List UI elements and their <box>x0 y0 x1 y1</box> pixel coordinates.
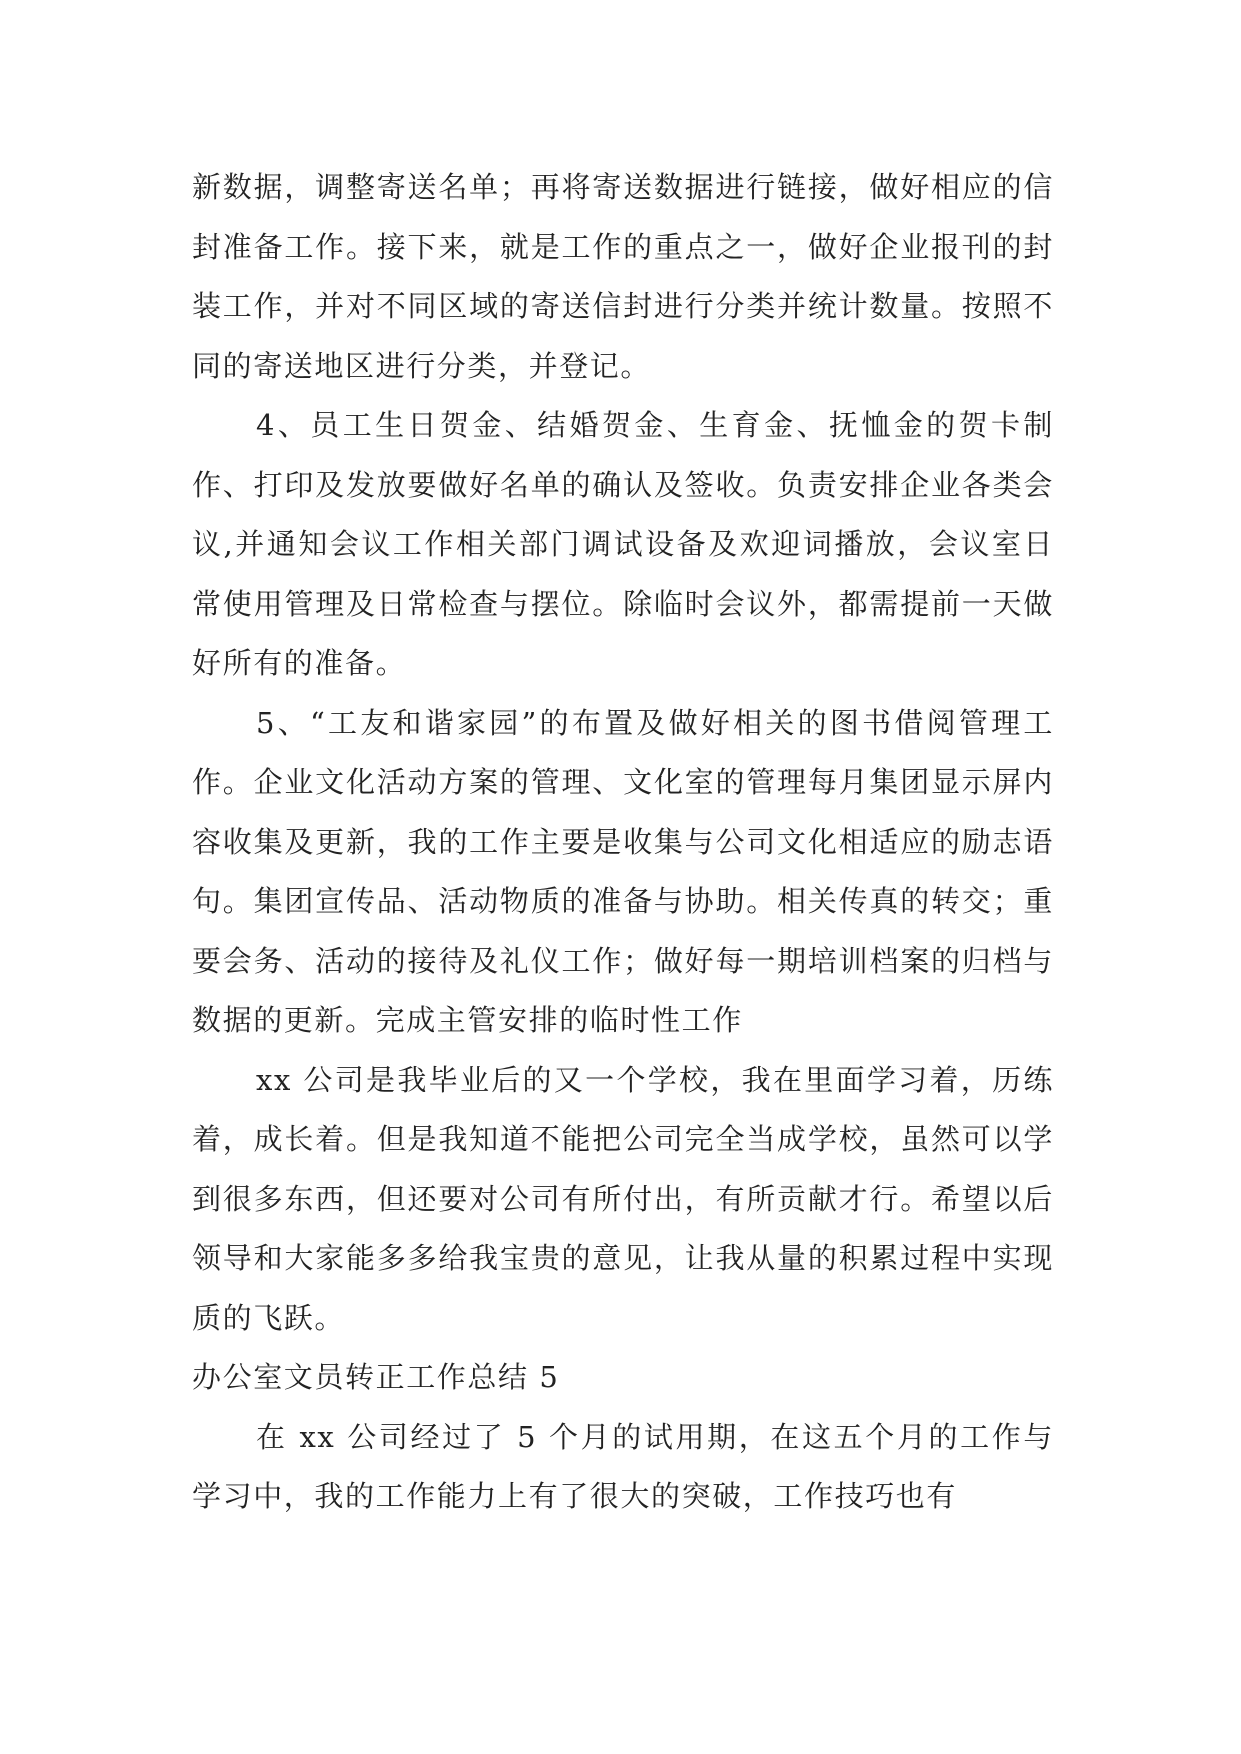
paragraph-continuation: 新数据，调整寄送名单；再将寄送数据进行链接，做好相应的信封准备工作。接下来，就是工作的重点之一，做好企业报刊的封装工作，并对不同区域的寄送信封进行分类并统计数量。按照不同的寄送地区进行分类，并登记。 <box>192 170 1054 383</box>
paragraph-item-5: 5、“工友和谐家园”的布置及做好相关的图书借阅管理工作。企业文化活动方案的管理、文化室的管理每月集团显示屏内容收集及更新，我的工作主要是收集与公司文化相适应的励志语句。集团宣传品、活动物质的准备与协助。相关传真的转交；重要会务、活动的接待及礼仪工作；做好每一期培训档案的归档与数据的更新。完成主管安排的临时性工作 <box>192 705 1054 1037</box>
paragraph-section-intro: 在 xx 公司经过了 5 个月的试用期，在这五个月的工作与学习中，我的工作能力上有了很大的突破，工作技巧也有 <box>192 1419 1054 1513</box>
paragraph-item-4: 4、员工生日贺金、结婚贺金、生育金、抚恤金的贺卡制作、打印及发放要做好名单的确认及签收。负责安排企业各类会议,并通知会议工作相关部门调试设备及欢迎词播放，会议室日常使用管理及日常检查与摆位。除临时会议外，都需提前一天做好所有的准备。 <box>192 408 1054 680</box>
document-body <box>192 158 1054 1527</box>
section-heading: 办公室文员转正工作总结 5 <box>192 1360 560 1394</box>
paragraph-closing: xx 公司是我毕业后的又一个学校，我在里面学习着，历练着，成长着。但是我知道不能把公司完全当成学校，虽然可以学到很多东西，但还要对公司有所付出，有所贡献才行。希望以后领导和大家能多多给我宝贵的意见，让我从量的积累过程中实现质的飞跃。 <box>192 1062 1054 1335</box>
